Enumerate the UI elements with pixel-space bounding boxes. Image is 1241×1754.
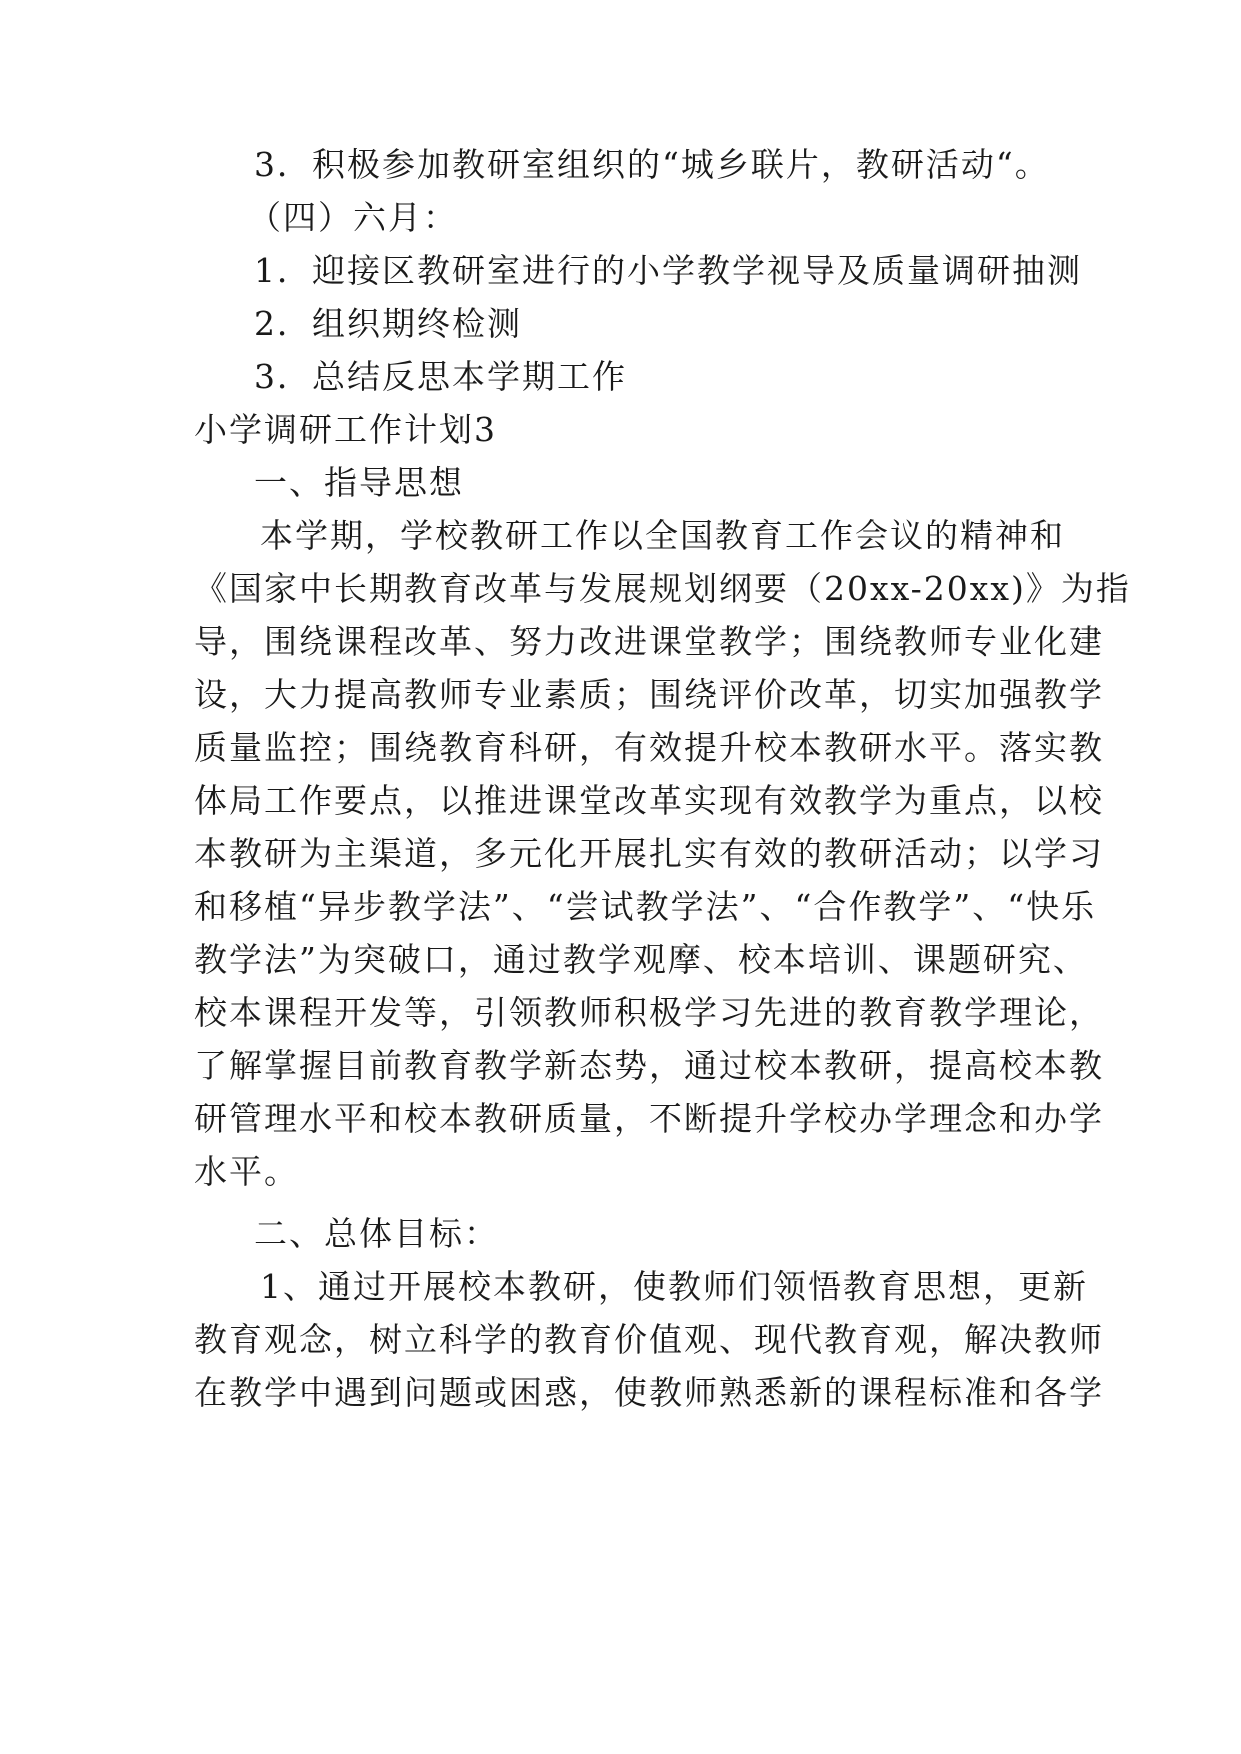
june-item-3: 3．总结反思本学期工作 (254, 357, 627, 396)
paragraph-line: 和移植“异步教学法”、“尝试教学法”、“合作教学”、“快乐 (194, 887, 1097, 926)
paragraph-line: 本学期，学校教研工作以全国教育工作会议的精神和 (260, 516, 1065, 555)
paragraph-line: 质量监控；围绕教育科研，有效提升校本教研水平。落实教 (194, 728, 1104, 767)
paragraph-line: 体局工作要点，以推进课堂改革实现有效教学为重点，以校 (194, 781, 1104, 820)
paragraph-line: 校本课程开发等，引领教师积极学习先进的教育教学理论， (194, 993, 1104, 1032)
paragraph-line: 研管理水平和校本教研质量，不断提升学校办学理念和办学 (194, 1099, 1104, 1138)
paragraph-line: 导，围绕课程改革、努力改进课堂教学；围绕教师专业化建 (194, 622, 1104, 661)
paragraph-line: 教学法”为突破口，通过教学观摩、校本培训、课题研究、 (194, 940, 1088, 979)
month-heading-june: （四）六月： (248, 198, 458, 237)
paragraph-line: 本教研为主渠道，多元化开展扎实有效的教研活动；以学习 (194, 834, 1104, 873)
paragraph-line: 教育观念，树立科学的教育价值观、现代教育观，解决教师 (194, 1320, 1104, 1359)
paragraph-line: 水平。 (194, 1152, 299, 1191)
june-item-1: 1．迎接区教研室进行的小学教学视导及质量调研抽测 (254, 251, 1082, 290)
paragraph-line: 在教学中遇到问题或困惑，使教师熟悉新的课程标准和各学 (194, 1373, 1104, 1412)
june-item-2: 2．组织期终检测 (254, 304, 522, 343)
plan-item-3-activity: 3．积极参加教研室组织的“城乡联片，教研活动“。 (254, 145, 1050, 184)
paragraph-line: 1、通过开展校本教研，使教师们领悟教育思想，更新 (260, 1267, 1088, 1306)
paragraph-line: 了解掌握目前教育教学新态势，通过校本教研，提高校本教 (194, 1046, 1104, 1085)
paragraph-line: 设，大力提高教师专业素质；围绕评价改革，切实加强教学 (194, 675, 1104, 714)
section-title: 小学调研工作计划3 (194, 410, 497, 449)
heading-overall-goals: 二、总体目标： (254, 1214, 499, 1253)
heading-guiding-thought: 一、指导思想 (254, 463, 464, 502)
paragraph-line: 《国家中长期教育改革与发展规划纲要（20xx-20xx)》为指 (194, 569, 1131, 608)
